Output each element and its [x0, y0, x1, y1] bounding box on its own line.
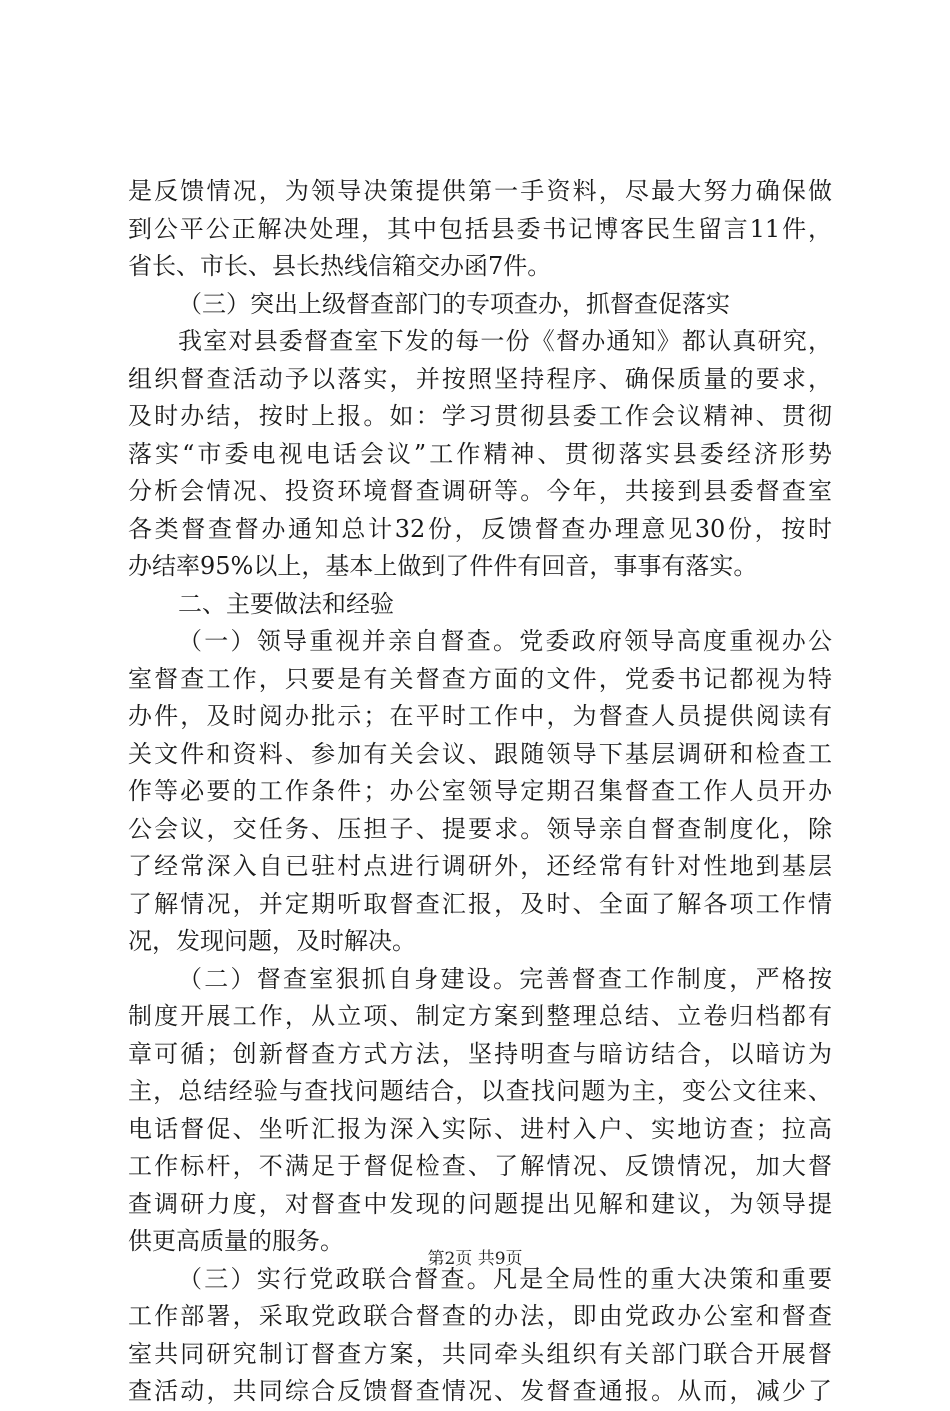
text-line: 我室对县委督查室下发的每一份《督办通知》都认真研究， — [178, 327, 832, 355]
text-line: 办件，及时阅办批示；在平时工作中，为督查人员提供阅读有 — [128, 702, 832, 730]
section-heading: （三）突出上级督查部门的专项查办，抓督查促落实 — [178, 289, 730, 318]
text-line: 办结率95%以上，基本上做到了件件有回音，事事有落实。 — [128, 552, 758, 580]
text-line: 各类督查督办通知总计32份，反馈督查办理意见30份，按时 — [128, 514, 832, 543]
text-line: （三）实行党政联合督查。凡是全局性的重大决策和重要 — [178, 1264, 832, 1293]
text-line: 作等必要的工作条件；办公室领导定期召集督查工作人员开办 — [128, 777, 832, 805]
text-line: 室督查工作，只要是有关督查方面的文件，党委书记都视为特 — [128, 664, 832, 693]
section-heading: 二、主要做法和经验 — [178, 589, 394, 618]
text-line: 了解情况，并定期听取督查汇报，及时、全面了解各项工作情 — [128, 889, 832, 918]
page-footer: 第2页 共9页 — [427, 1249, 523, 1269]
text-line: 分析会情况、投资环境督查调研等。今年，共接到县委督查室 — [128, 477, 832, 505]
document-body — [128, 173, 832, 1411]
text-line: 工作标杆，不满足于督促检查、了解情况、反馈情况，加大督 — [128, 1152, 832, 1180]
text-line: 省长、市长、县长热线信箱交办函7件。 — [128, 252, 552, 280]
text-line: 是反馈情况，为领导决策提供第一手资料，尽最大努力确保做 — [128, 177, 832, 205]
text-line: 工作部署，采取党政联合督查的办法，即由党政办公室和督查 — [128, 1302, 832, 1330]
text-line: 制度开展工作，从立项、制定方案到整理总结、立卷归档都有 — [128, 1002, 832, 1030]
text-line: 了经常深入自已驻村点进行调研外，还经常有针对性地到基层 — [128, 852, 832, 880]
text-line: 况，发现问题，及时解决。 — [128, 927, 416, 955]
text-line: 落实“市委电视电话会议”工作精神、贯彻落实县委经济形势 — [128, 439, 832, 468]
text-line: 关文件和资料、参加有关会议、跟随领导下基层调研和检查工 — [128, 739, 832, 768]
text-line: 电话督促、坐听汇报为深入实际、进村入户、实地访查；拉高 — [128, 1114, 832, 1143]
text-line: 主，总结经验与查找问题结合，以查找问题为主，变公文往来、 — [128, 1077, 832, 1105]
text-line: 查调研力度，对督查中发现的问题提出见解和建议，为领导提 — [128, 1189, 832, 1218]
text-line: 及时办结，按时上报。如：学习贯彻县委工作会议精神、贯彻 — [128, 402, 832, 430]
text-line: 室共同研究制订督查方案，共同牵头组织有关部门联合开展督 — [128, 1339, 832, 1368]
text-line: 章可循；创新督查方式方法，坚持明查与暗访结合，以暗访为 — [128, 1039, 832, 1068]
text-line: 查活动，共同综合反馈督查情况、发督查通报。从而，减少了 — [128, 1377, 832, 1405]
text-line: 到公平公正解决处理，其中包括县委书记博客民生留言11件， — [128, 214, 832, 243]
text-line: 组织督查活动予以落实，并按照坚持程序、确保质量的要求， — [128, 364, 832, 393]
text-line: 供更高质量的服务。 — [128, 1227, 344, 1255]
text-line: （二）督查室狠抓自身建设。完善督查工作制度，严格按 — [178, 964, 832, 993]
text-line: 公会议，交任务、压担子、提要求。领导亲自督查制度化，除 — [128, 814, 832, 843]
text-line: （一）领导重视并亲自督查。党委政府领导高度重视办公 — [178, 627, 832, 655]
